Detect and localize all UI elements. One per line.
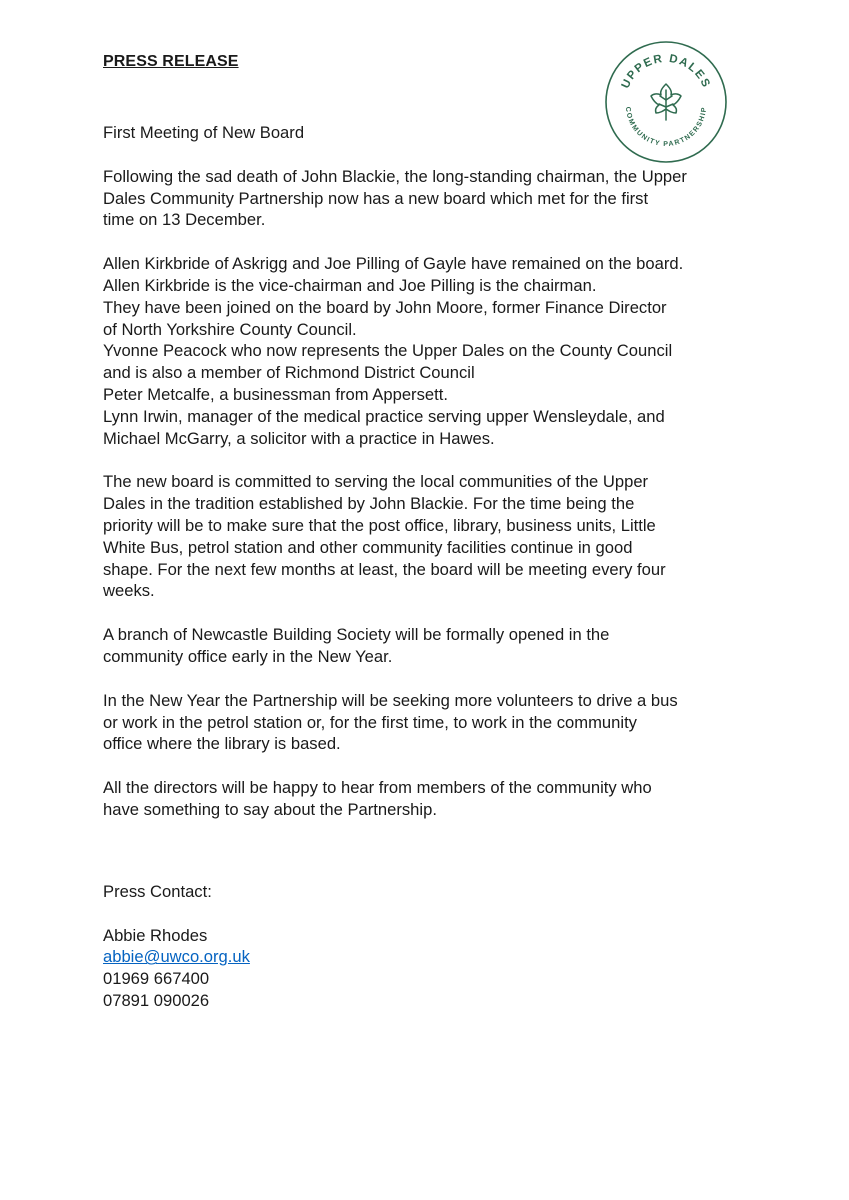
release-subtitle: First Meeting of New Board [103, 123, 305, 142]
intro-line-3: time on 13 December. [103, 210, 266, 230]
press-contact-label: Press Contact: [103, 881, 212, 901]
commitment-line-1: The new board is committed to serving the local communities of the Upper [103, 472, 649, 492]
directors-line-1: All the directors will be happy to hear from members of the community who [103, 778, 652, 798]
contact-name: Abbie Rhodes [103, 925, 208, 945]
contact-email-link[interactable]: abbie@uwco.org.uk [103, 947, 250, 967]
directors-line-2: have something to say about the Partnership. [103, 799, 437, 819]
branch-line-1: A branch of Newcastle Building Society will be formally opened in the [103, 625, 610, 645]
volunteers-line-3: office where the library is based. [103, 734, 341, 754]
commitment-line-4: White Bus, petrol station and other community facilities continue in good [103, 537, 633, 557]
branch-line-2: community office early in the New Year. [103, 646, 393, 666]
board-line-6: and is also a member of Richmond District Council [103, 363, 475, 383]
logo-text-top: UPPER DALES [619, 52, 713, 91]
press-release-body [103, 122, 753, 1012]
logo-text-bottom: COMMUNITY PARTNERSHIP [623, 106, 709, 149]
board-line-5: Yvonne Peacock who now represents the Upper Dales on the County Council [103, 341, 673, 361]
board-line-3: They have been joined on the board by John Moore, former Finance Director [103, 297, 667, 317]
contact-phone-1: 01969 667400 [103, 969, 210, 989]
page-title: PRESS RELEASE [103, 53, 239, 70]
intro-line-2: Dales Community Partnership now has a new board which met for the first [103, 188, 649, 208]
board-line-1: Allen Kirkbride of Askrigg and Joe Pilling of Gayle have remained on the board. [103, 254, 684, 274]
contact-phone-2: 07891 090026 [103, 990, 210, 1010]
commitment-line-6: weeks. [103, 581, 155, 601]
volunteers-line-2: or work in the petrol station or, for the first time, to work in the community [103, 712, 637, 732]
board-line-8: Lynn Irwin, manager of the medical practice serving upper Wensleydale, and [103, 406, 665, 426]
board-line-7: Peter Metcalfe, a businessman from Appersett. [103, 384, 448, 404]
commitment-line-5: shape. For the next few months at least, the board will be meeting every four [103, 559, 666, 579]
board-line-4: of North Yorkshire County Council. [103, 319, 357, 339]
intro-line-1: Following the sad death of John Blackie, the long-standing chairman, the Upper [103, 166, 687, 186]
board-line-2: Allen Kirkbride is the vice-chairman and Joe Pilling is the chairman. [103, 275, 597, 295]
commitment-line-2: Dales in the tradition established by John Blackie. For the time being the [103, 494, 635, 514]
board-line-9: Michael McGarry, a solicitor with a practice in Hawes. [103, 428, 495, 448]
volunteers-line-1: In the New Year the Partnership will be seeking more volunteers to drive a bus [103, 690, 678, 710]
leaf-icon [651, 84, 681, 120]
commitment-line-3: priority will be to make sure that the post office, library, business units, Little [103, 515, 656, 535]
